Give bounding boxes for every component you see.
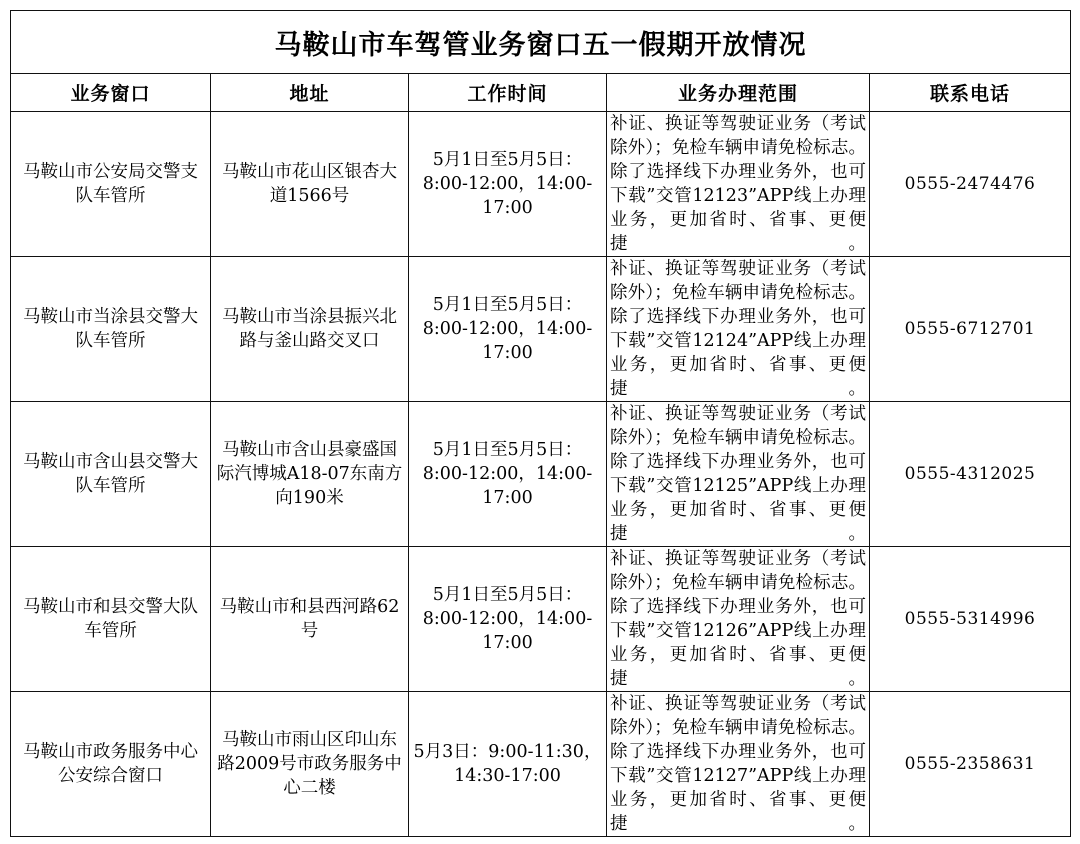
table-container: [10, 10, 1071, 837]
cell-address: 马鞍山市当涂县振兴北路与釜山路交叉口: [211, 257, 409, 402]
cell-address: 马鞍山市花山区银杏大道1566号: [211, 112, 409, 257]
cell-phone: 0555-4312025: [870, 402, 1071, 547]
cell-hours: 5月1日至5月5日：8:00-12:00，14:00-17:00: [409, 547, 607, 692]
cell-hours: 5月1日至5月5日：8:00-12:00，14:00-17:00: [409, 402, 607, 547]
cell-address: 马鞍山市雨山区印山东路2009号市政务服务中心二楼: [211, 692, 409, 837]
header-window: 业务窗口: [11, 74, 211, 112]
table-row: [11, 112, 1071, 257]
cell-window: 马鞍山市公安局交警支队车管所: [11, 112, 211, 257]
cell-scope: 补证、换证等驾驶证业务（考试除外）；免检车辆申请免检标志。除了选择线下办理业务外，也可下载”交管12124”APP线上办理业务，更加省时、省事、更便捷。: [607, 257, 870, 402]
table-row: [11, 402, 1071, 547]
table-title: 马鞍山市车驾管业务窗口五一假期开放情况: [11, 11, 1071, 74]
cell-hours: 5月3日：9:00-11:30，14:30-17:00: [409, 692, 607, 837]
cell-scope: 补证、换证等驾驶证业务（考试除外）；免检车辆申请免检标志。除了选择线下办理业务外，也可下载”交管12125”APP线上办理业务，更加省时、省事、更便捷。: [607, 402, 870, 547]
header-row: [11, 74, 1071, 112]
cell-scope: 补证、换证等驾驶证业务（考试除外）；免检车辆申请免检标志。除了选择线下办理业务外，也可下载”交管12126”APP线上办理业务，更加省时、省事、更便捷。: [607, 547, 870, 692]
cell-scope: 补证、换证等驾驶证业务（考试除外）；免检车辆申请免检标志。除了选择线下办理业务外，也可下载”交管12127”APP线上办理业务，更加省时、省事、更便捷。: [607, 692, 870, 837]
table-row: [11, 692, 1071, 837]
cell-address: 马鞍山市含山县豪盛国际汽博城A18-07东南方向190米: [211, 402, 409, 547]
cell-scope: 补证、换证等驾驶证业务（考试除外）；免检车辆申请免检标志。除了选择线下办理业务外，也可下载”交管12123”APP线上办理业务，更加省时、省事、更便捷。: [607, 112, 870, 257]
cell-window: 马鞍山市政务服务中心公安综合窗口: [11, 692, 211, 837]
title-row: [11, 11, 1071, 74]
cell-phone: 0555-2358631: [870, 692, 1071, 837]
header-phone: 联系电话: [870, 74, 1071, 112]
header-scope: 业务办理范围: [607, 74, 870, 112]
cell-hours: 5月1日至5月5日：8:00-12:00，14:00-17:00: [409, 112, 607, 257]
cell-window: 马鞍山市和县交警大队车管所: [11, 547, 211, 692]
cell-address: 马鞍山市和县西河路62号: [211, 547, 409, 692]
cell-hours: 5月1日至5月5日：8:00-12:00，14:00-17:00: [409, 257, 607, 402]
header-hours: 工作时间: [409, 74, 607, 112]
cell-phone: 0555-6712701: [870, 257, 1071, 402]
header-address: 地址: [211, 74, 409, 112]
cell-phone: 0555-2474476: [870, 112, 1071, 257]
cell-window: 马鞍山市含山县交警大队车管所: [11, 402, 211, 547]
table-row: [11, 257, 1071, 402]
cell-window: 马鞍山市当涂县交警大队车管所: [11, 257, 211, 402]
cell-phone: 0555-5314996: [870, 547, 1071, 692]
table-row: [11, 547, 1071, 692]
schedule-table: [10, 10, 1071, 837]
